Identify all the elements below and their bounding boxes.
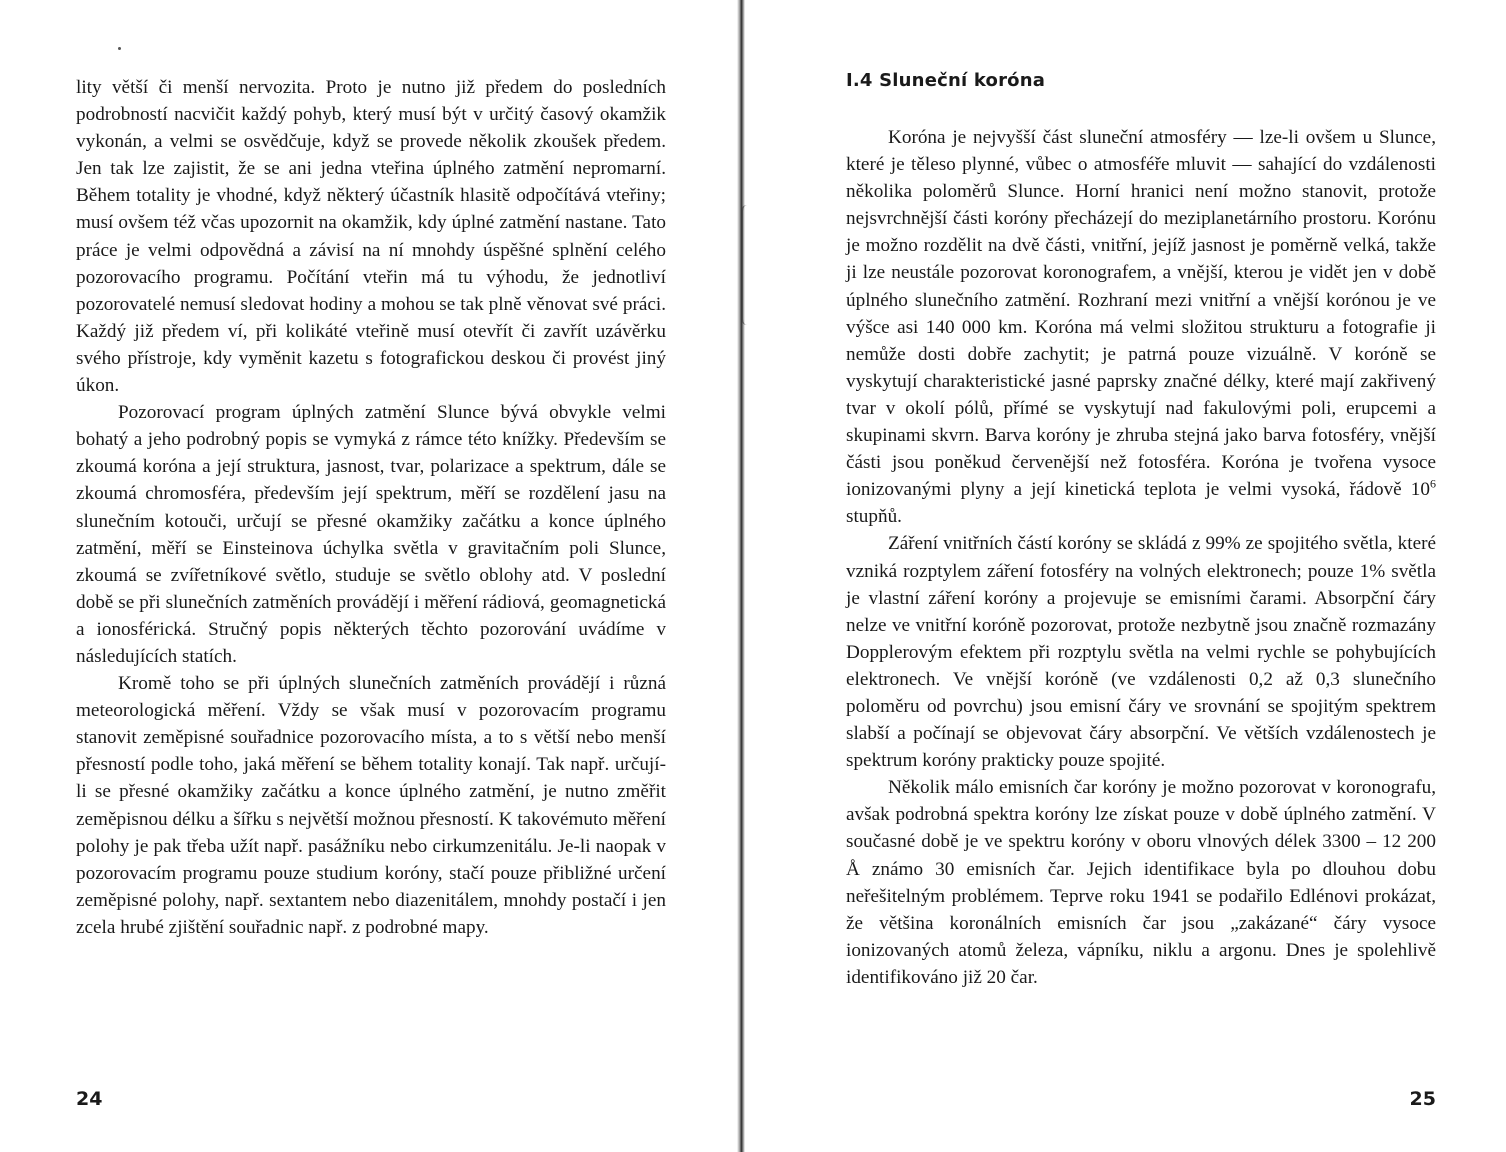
left-paragraph-1: lity větší či menší nervozita. Proto je nutno již předem do posledních podrobností nacvičit každý pohyb, který musí být v určitý časový okamžik vykonán, a velmi se osvědčuje, když se provede několik zkoušek předem. Jen tak lze zajistit, že se ani jedna vteřina úplného zatmění nepromarní. Během totality je vhodné, když některý účastník hlasitě odpočítává vteřiny; musí ovšem též včas upozornit na okamžik, kdy úplné zatmění nastane. Tato práce je velmi odpovědná a závisí na ní mnohdy úspěšné splnění celého pozorovacího programu. Počítání vteřin má tu výhodu, že jednotliví pozorovatelé nemusí sledovat hodiny a mohou se tak plně věnovat své práci. Každý již předem ví, při kolikáté vteřině musí otevřít či zavřít uzávěrku svého přístroje, kdy vyměnit kazetu s fotografickou deskou či provést jiný úkon. (76, 77, 666, 397)
left-paragraph-3: Kromě toho se při úplných slunečních zatměních provádějí i různá meteorologická měření. Vždy se však musí v pozorovacím programu stanovit zeměpisné souřadnice pozorovacího místa, a to s větší nebo menší přesností podle toho, jaká měření se během totality konají. Tak např. určují-li se přesné okamžiky začátku a konce úplného zatmění, je nutno změřit zeměpisnou délku a šířku s největší možnou přesností. K takovémuto měření polohy je pak třeba užít např. pasážníku nebo cirkumzenitálu. Je-li naopak v pozorovacím programu pouze studium koróny, stačí pouze přibližné určení zeměpisné polohy, např. sextantem nebo diazenitálem, mnohdy postačí i jen zcela hrubé zjištění souřadnic např. z podrobné mapy. (76, 673, 666, 938)
right-page-body (846, 124, 1436, 991)
right-paragraph-1-text: Koróna je nejvyšší část sluneční atmosféry — lze-li ovšem u Slunce, které je těleso plynné, vůbec o atmosféře mluvit — sahající do vzdálenosti několika poloměrů Slunce. Horní hranici není možno stanovit, protože nejsvrchnější části koróny přecházejí do meziplanetárního prostoru. Korónu je možno rozdělit na dvě části, vnitřní, jejíž jasnost je poměrně velká, takže ji lze neustále pozorovat koronografem, a vnější, kterou je vidět jen v době úplného slunečního zatmění. Rozhraní mezi vnitřní a vnější korónou je ve výšce asi 140 000 km. Koróna má velmi složitou strukturu a fotografie ji nemůže dosti dobře zachytit; je patrná pouze vizuálně. V koróně se vyskytují charakteristické jasné paprsky značné délky, které mají zakřivený tvar v okolí pólů, přímé se vyskytují nad fakulovými poli, erupcemi a skupinami skvrn. Barva koróny je zhruba stejná jako barva fotosféry, vnější části jsou poněkud červenější než fotosféra. Koróna je tvořena vysoce ionizovanými plyny a její kinetická teplota je velmi vysoká, řádově 10 (846, 127, 1436, 501)
page-number-right: 25 (1409, 1088, 1436, 1110)
left-paragraph-2: Pozorovací program úplných zatmění Slunce bývá obvykle velmi bohatý a jeho podrobný popis se vymyká z rámce této knížky. Především se zkoumá koróna a její struktura, jasnost, tvar, polarizace a spektrum, dále se zkoumá chromosféra, především její spektrum, měří se rozdělení jasu na slunečním kotouči, určují se přesné okamžiky začátku a konce úplného zatmění, měří se Einsteinova úchylka světla v gravitačním poli Slunce, zkoumá se zvířetníkové světlo, studuje se světlo oblohy atd. V poslední době se při slunečních zatměních provádějí i měření rádiová, geomagnetická a ionosférická. Stručný popis některých těchto pozorování uvádíme v následujících statích. (76, 402, 666, 667)
right-paragraph-1 (846, 124, 1436, 530)
right-page (846, 0, 1436, 1152)
section-heading: I.4 Sluneční koróna (846, 70, 1046, 91)
book-gutter (737, 0, 745, 1152)
gutter-fold-mark (741, 205, 752, 325)
right-paragraph-1-end: stupňů. (846, 506, 902, 528)
right-paragraph-2: Záření vnitřních částí koróny se skládá z 99% ze spojitého světla, které vzniká rozptylem záření fotosféry na volných elektronech; pouze 1% světla je vlastní záření koróny a projevuje se emisními čarami. Absorpční čáry nelze ve vnitřní koróně pozorovat, protože nezbytně jsou značně rozmazány Dopplerovým efektem při rozptylu světla na velmi rychle se pohybujících elektronech. Ve vnější koróně (ve vzdálenosti 0,2 až 0,3 slunečního poloměru od povrchu) jsou emisní čáry ve srovnání se spojitým spektrem slabší a počínají se objevovat čáry absorpční. Ve větších vzdálenostech je spektrum koróny prakticky pouze spojité. (846, 533, 1436, 772)
right-paragraph-3: Několik málo emisních čar koróny je možno pozorovat v koronografu, avšak podrobná spektra koróny lze získat pouze v době úplného zatmění. V současné době je ve spektru koróny v oboru vlnových délek 3300 – 12 200 Å známo 30 emisních čar. Jejich identifikace byla po dlouhou dobu neřešitelným problémem. Teprve roku 1941 se podařilo Edlénovi prokázat, že většina koronálních emisních čar jsou „zakázané“ čáry vysoce ionizovaných atomů železa, vápníku, niklu a argonu. Dnes je spolehlivě identifikováno již 20 čar. (846, 777, 1436, 988)
exponent: 6 (1430, 476, 1436, 491)
left-page (76, 0, 666, 1152)
page-number-left: 24 (76, 1088, 103, 1110)
left-page-body (76, 74, 666, 941)
